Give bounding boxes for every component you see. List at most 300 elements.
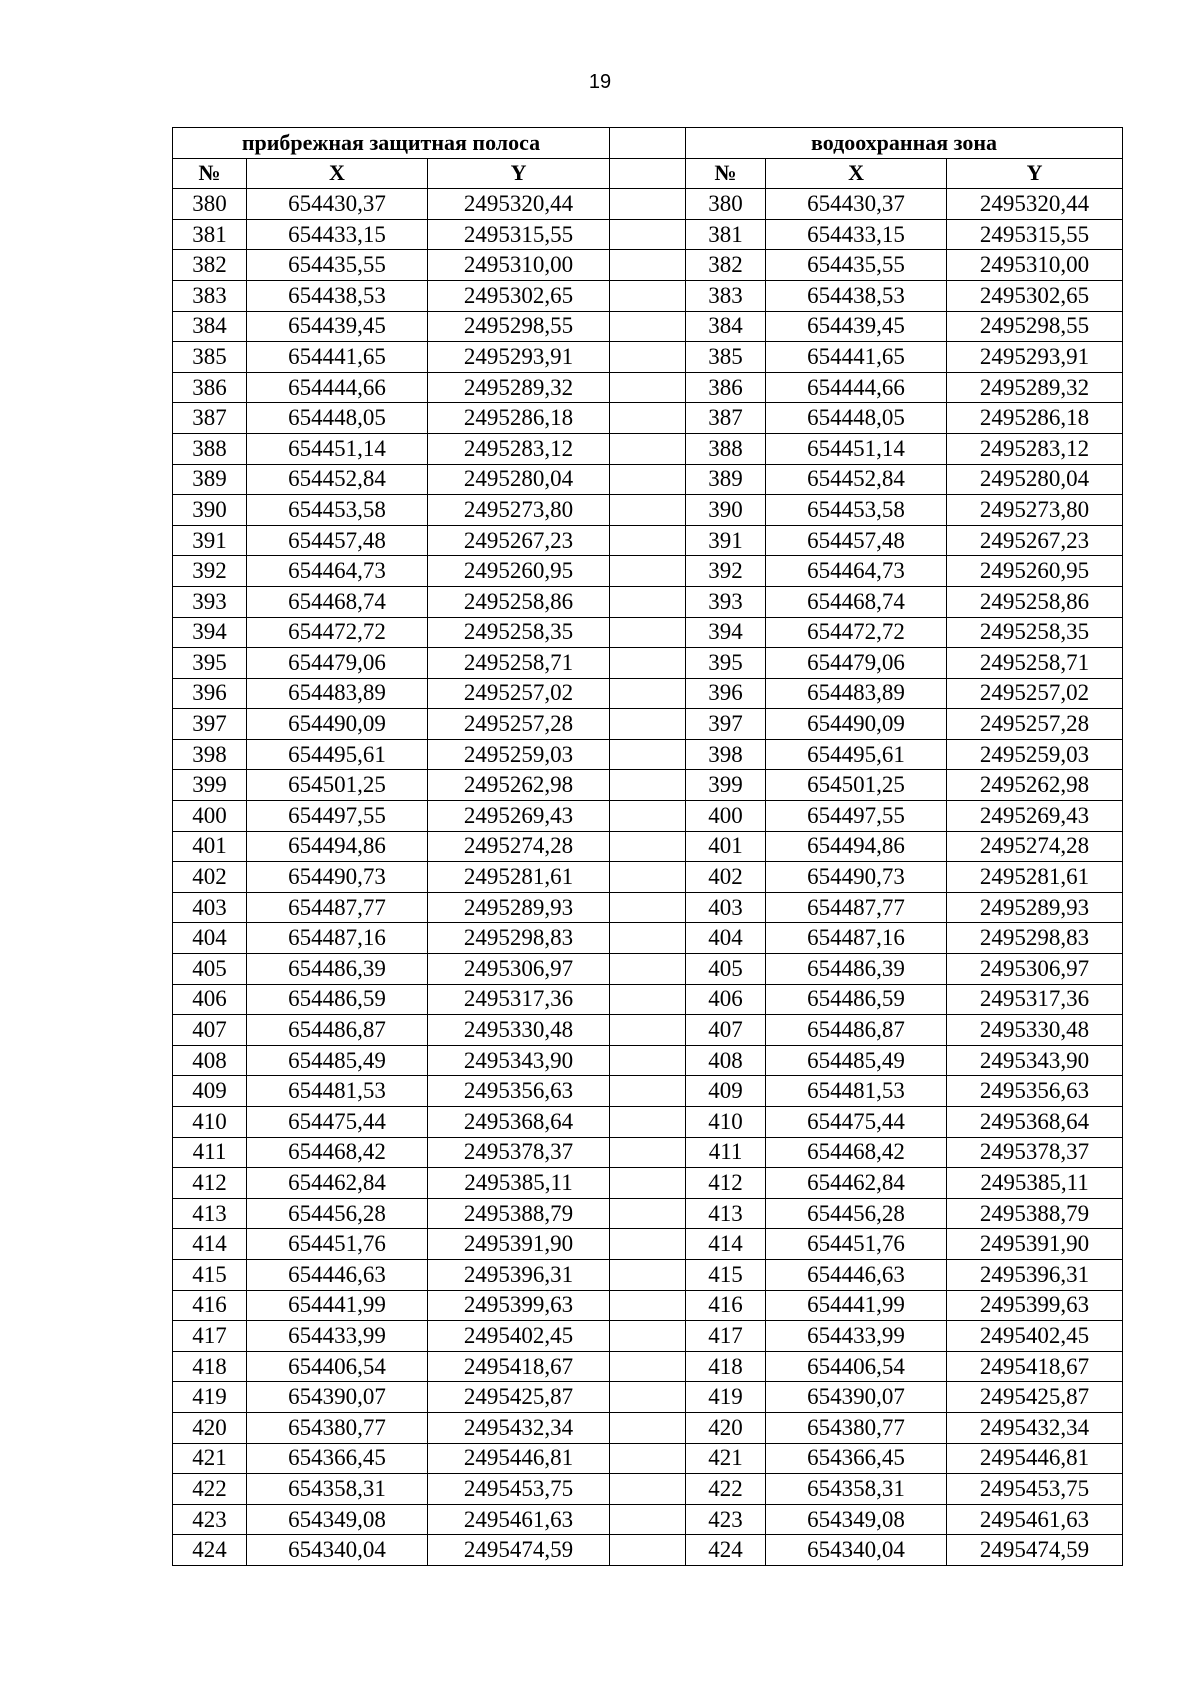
right-x-cell: 654390,07 (766, 1382, 947, 1413)
left-num-cell: 423 (173, 1504, 247, 1535)
right-num-cell: 393 (686, 586, 766, 617)
right-y-cell: 2495474,59 (947, 1535, 1123, 1566)
left-num-cell: 421 (173, 1443, 247, 1474)
right-y-cell: 2495267,23 (947, 525, 1123, 556)
table-row (173, 1474, 1123, 1505)
right-num-cell: 390 (686, 495, 766, 526)
right-x-cell: 654487,77 (766, 892, 947, 923)
right-x-cell: 654451,14 (766, 433, 947, 464)
right-x-cell: 654468,42 (766, 1137, 947, 1168)
right-num-cell: 382 (686, 250, 766, 281)
right-x-cell: 654481,53 (766, 1076, 947, 1107)
right-x-cell: 654433,15 (766, 219, 947, 250)
right-x-cell: 654433,99 (766, 1321, 947, 1352)
table-row (173, 1259, 1123, 1290)
left-num-cell: 416 (173, 1290, 247, 1321)
right-num-cell: 419 (686, 1382, 766, 1413)
right-y-cell: 2495258,86 (947, 586, 1123, 617)
left-x-cell: 654452,84 (247, 464, 428, 495)
gap-cell (610, 1382, 686, 1413)
left-num-cell: 385 (173, 342, 247, 373)
right-x-cell: 654490,09 (766, 709, 947, 740)
gap-cell (610, 801, 686, 832)
right-y-cell: 2495289,93 (947, 892, 1123, 923)
right-y-cell: 2495343,90 (947, 1045, 1123, 1076)
right-num-cell: 380 (686, 189, 766, 220)
right-x-cell: 654497,55 (766, 801, 947, 832)
table-row (173, 556, 1123, 587)
left-x-cell: 654481,53 (247, 1076, 428, 1107)
left-x-cell: 654441,99 (247, 1290, 428, 1321)
left-y-cell: 2495391,90 (428, 1229, 610, 1260)
right-x-cell: 654451,76 (766, 1229, 947, 1260)
gap-cell (610, 1076, 686, 1107)
right-y-cell: 2495310,00 (947, 250, 1123, 281)
left-y-cell: 2495330,48 (428, 1015, 610, 1046)
right-num-cell: 384 (686, 311, 766, 342)
left-num-cell: 413 (173, 1198, 247, 1229)
table-row (173, 1321, 1123, 1352)
gap-cell (610, 1198, 686, 1229)
left-num-cell: 412 (173, 1168, 247, 1199)
left-x-cell: 654433,99 (247, 1321, 428, 1352)
right-y-cell: 2495378,37 (947, 1137, 1123, 1168)
left-y-cell: 2495317,36 (428, 984, 610, 1015)
right-num-cell: 411 (686, 1137, 766, 1168)
left-num-cell: 409 (173, 1076, 247, 1107)
left-x-header: X (247, 158, 428, 189)
left-x-cell: 654485,49 (247, 1045, 428, 1076)
coordinates-table (172, 127, 1123, 1566)
gap-cell (610, 954, 686, 985)
left-x-cell: 654487,16 (247, 923, 428, 954)
left-num-cell: 406 (173, 984, 247, 1015)
left-y-cell: 2495274,28 (428, 831, 610, 862)
right-num-cell: 408 (686, 1045, 766, 1076)
right-x-cell: 654441,65 (766, 342, 947, 373)
gap-cell (610, 862, 686, 893)
right-num-cell: 422 (686, 1474, 766, 1505)
left-x-cell: 654340,04 (247, 1535, 428, 1566)
table-row (173, 1198, 1123, 1229)
left-y-cell: 2495259,03 (428, 739, 610, 770)
right-num-cell: 385 (686, 342, 766, 373)
left-num-cell: 391 (173, 525, 247, 556)
left-x-cell: 654441,65 (247, 342, 428, 373)
right-y-cell: 2495399,63 (947, 1290, 1123, 1321)
table-row (173, 1535, 1123, 1566)
right-x-cell: 654366,45 (766, 1443, 947, 1474)
right-num-cell: 397 (686, 709, 766, 740)
left-y-cell: 2495310,00 (428, 250, 610, 281)
table-row (173, 1351, 1123, 1382)
right-x-cell: 654441,99 (766, 1290, 947, 1321)
right-y-cell: 2495330,48 (947, 1015, 1123, 1046)
left-y-cell: 2495378,37 (428, 1137, 610, 1168)
table-body (173, 189, 1123, 1566)
right-num-cell: 398 (686, 739, 766, 770)
gap-cell (610, 372, 686, 403)
right-x-cell: 654439,45 (766, 311, 947, 342)
gap-cell (610, 923, 686, 954)
gap-cell (610, 1259, 686, 1290)
right-x-cell: 654486,59 (766, 984, 947, 1015)
right-num-cell: 415 (686, 1259, 766, 1290)
left-num-cell: 393 (173, 586, 247, 617)
right-x-cell: 654472,72 (766, 617, 947, 648)
gap-cell (610, 1290, 686, 1321)
right-num-cell: 395 (686, 648, 766, 679)
left-num-cell: 402 (173, 862, 247, 893)
right-num-cell: 418 (686, 1351, 766, 1382)
right-y-cell: 2495258,71 (947, 648, 1123, 679)
right-num-header: № (686, 158, 766, 189)
left-x-cell: 654487,77 (247, 892, 428, 923)
table-row (173, 709, 1123, 740)
table-row (173, 1076, 1123, 1107)
left-num-header: № (173, 158, 247, 189)
right-y-cell: 2495274,28 (947, 831, 1123, 862)
right-num-cell: 400 (686, 801, 766, 832)
right-x-cell: 654468,74 (766, 586, 947, 617)
left-y-cell: 2495343,90 (428, 1045, 610, 1076)
table-row (173, 862, 1123, 893)
left-x-cell: 654490,73 (247, 862, 428, 893)
right-y-cell: 2495396,31 (947, 1259, 1123, 1290)
right-x-cell: 654446,63 (766, 1259, 947, 1290)
gap-cell (610, 678, 686, 709)
gap-cell (610, 1474, 686, 1505)
gap-cell (610, 1137, 686, 1168)
right-num-cell: 391 (686, 525, 766, 556)
table-row (173, 1137, 1123, 1168)
table-row (173, 1107, 1123, 1138)
right-x-cell: 654340,04 (766, 1535, 947, 1566)
right-y-cell: 2495281,61 (947, 862, 1123, 893)
table-row (173, 1168, 1123, 1199)
left-x-cell: 654479,06 (247, 648, 428, 679)
table-row (173, 1015, 1123, 1046)
table-row (173, 1045, 1123, 1076)
right-x-cell: 654349,08 (766, 1504, 947, 1535)
left-y-cell: 2495302,65 (428, 280, 610, 311)
left-num-cell: 382 (173, 250, 247, 281)
right-y-cell: 2495385,11 (947, 1168, 1123, 1199)
gap-cell (610, 189, 686, 220)
gap-cell (610, 1412, 686, 1443)
table-row (173, 1382, 1123, 1413)
table-row (173, 739, 1123, 770)
left-x-cell: 654501,25 (247, 770, 428, 801)
right-y-cell: 2495289,32 (947, 372, 1123, 403)
table-row (173, 617, 1123, 648)
left-num-cell: 384 (173, 311, 247, 342)
right-y-cell: 2495258,35 (947, 617, 1123, 648)
left-y-cell: 2495385,11 (428, 1168, 610, 1199)
left-num-cell: 387 (173, 403, 247, 434)
left-num-cell: 389 (173, 464, 247, 495)
right-x-cell: 654435,55 (766, 250, 947, 281)
table-row (173, 189, 1123, 220)
right-num-cell: 410 (686, 1107, 766, 1138)
right-num-cell: 413 (686, 1198, 766, 1229)
table-row (173, 525, 1123, 556)
right-y-cell: 2495262,98 (947, 770, 1123, 801)
left-num-cell: 388 (173, 433, 247, 464)
left-y-cell: 2495286,18 (428, 403, 610, 434)
page-number: 19 (588, 71, 612, 93)
left-num-cell: 386 (173, 372, 247, 403)
table-row (173, 372, 1123, 403)
right-num-cell: 403 (686, 892, 766, 923)
right-x-cell: 654501,25 (766, 770, 947, 801)
left-x-cell: 654435,55 (247, 250, 428, 281)
left-num-cell: 411 (173, 1137, 247, 1168)
gap-cell (610, 556, 686, 587)
right-y-cell: 2495298,83 (947, 923, 1123, 954)
table-header (173, 128, 1123, 189)
left-y-cell: 2495273,80 (428, 495, 610, 526)
right-y-cell: 2495315,55 (947, 219, 1123, 250)
right-y-cell: 2495260,95 (947, 556, 1123, 587)
left-x-cell: 654497,55 (247, 801, 428, 832)
right-num-cell: 388 (686, 433, 766, 464)
right-y-cell: 2495317,36 (947, 984, 1123, 1015)
left-x-cell: 654451,14 (247, 433, 428, 464)
right-x-cell: 654438,53 (766, 280, 947, 311)
gap-cell (610, 709, 686, 740)
left-x-cell: 654438,53 (247, 280, 428, 311)
table-row (173, 678, 1123, 709)
table-row (173, 586, 1123, 617)
left-x-cell: 654490,09 (247, 709, 428, 740)
left-num-cell: 403 (173, 892, 247, 923)
gap-cell (610, 433, 686, 464)
left-y-cell: 2495453,75 (428, 1474, 610, 1505)
left-num-cell: 419 (173, 1382, 247, 1413)
gap-cell (610, 250, 686, 281)
right-x-cell: 654406,54 (766, 1351, 947, 1382)
right-y-cell: 2495280,04 (947, 464, 1123, 495)
left-x-cell: 654406,54 (247, 1351, 428, 1382)
gap-cell (610, 1504, 686, 1535)
right-num-cell: 412 (686, 1168, 766, 1199)
left-num-cell: 404 (173, 923, 247, 954)
right-y-cell: 2495302,65 (947, 280, 1123, 311)
right-x-cell: 654452,84 (766, 464, 947, 495)
left-num-cell: 395 (173, 648, 247, 679)
left-x-cell: 654468,42 (247, 1137, 428, 1168)
right-y-cell: 2495418,67 (947, 1351, 1123, 1382)
gap-cell (610, 1168, 686, 1199)
right-y-cell: 2495461,63 (947, 1504, 1123, 1535)
table-row (173, 1504, 1123, 1535)
right-num-cell: 389 (686, 464, 766, 495)
table-row (173, 342, 1123, 373)
right-num-cell: 386 (686, 372, 766, 403)
left-num-cell: 381 (173, 219, 247, 250)
right-x-cell: 654494,86 (766, 831, 947, 862)
left-num-cell: 399 (173, 770, 247, 801)
left-num-cell: 420 (173, 1412, 247, 1443)
right-y-cell: 2495446,81 (947, 1443, 1123, 1474)
gap-cell (610, 311, 686, 342)
table-row (173, 770, 1123, 801)
left-x-cell: 654451,76 (247, 1229, 428, 1260)
gap-cell (610, 648, 686, 679)
left-y-cell: 2495298,55 (428, 311, 610, 342)
right-num-cell: 417 (686, 1321, 766, 1352)
left-num-cell: 407 (173, 1015, 247, 1046)
right-num-cell: 409 (686, 1076, 766, 1107)
right-y-cell: 2495257,02 (947, 678, 1123, 709)
table-row (173, 433, 1123, 464)
left-y-cell: 2495356,63 (428, 1076, 610, 1107)
left-x-cell: 654486,39 (247, 954, 428, 985)
right-y-cell: 2495320,44 (947, 189, 1123, 220)
table-row (173, 1443, 1123, 1474)
gap-cell (610, 525, 686, 556)
table-row (173, 1290, 1123, 1321)
left-num-cell: 417 (173, 1321, 247, 1352)
gap-cell (610, 495, 686, 526)
left-y-cell: 2495320,44 (428, 189, 610, 220)
right-num-cell: 420 (686, 1412, 766, 1443)
table-row (173, 892, 1123, 923)
left-y-cell: 2495396,31 (428, 1259, 610, 1290)
left-y-cell: 2495402,45 (428, 1321, 610, 1352)
left-x-cell: 654349,08 (247, 1504, 428, 1535)
left-y-header: Y (428, 158, 610, 189)
right-x-cell: 654483,89 (766, 678, 947, 709)
left-y-cell: 2495281,61 (428, 862, 610, 893)
left-x-cell: 654448,05 (247, 403, 428, 434)
left-num-cell: 397 (173, 709, 247, 740)
left-y-cell: 2495418,67 (428, 1351, 610, 1382)
left-x-cell: 654483,89 (247, 678, 428, 709)
left-x-cell: 654468,74 (247, 586, 428, 617)
left-x-cell: 654439,45 (247, 311, 428, 342)
left-num-cell: 408 (173, 1045, 247, 1076)
left-x-cell: 654457,48 (247, 525, 428, 556)
gap-cell (610, 1535, 686, 1566)
right-y-header: Y (947, 158, 1123, 189)
left-x-cell: 654472,72 (247, 617, 428, 648)
gap-cell (610, 464, 686, 495)
column-header-row (173, 158, 1123, 189)
left-num-cell: 392 (173, 556, 247, 587)
left-y-cell: 2495306,97 (428, 954, 610, 985)
gap-cell (610, 831, 686, 862)
gap-cell (610, 617, 686, 648)
right-x-cell: 654457,48 (766, 525, 947, 556)
right-num-cell: 414 (686, 1229, 766, 1260)
right-y-cell: 2495402,45 (947, 1321, 1123, 1352)
right-x-cell: 654486,87 (766, 1015, 947, 1046)
right-num-cell: 404 (686, 923, 766, 954)
left-x-cell: 654430,37 (247, 189, 428, 220)
right-x-cell: 654456,28 (766, 1198, 947, 1229)
left-num-cell: 422 (173, 1474, 247, 1505)
left-y-cell: 2495425,87 (428, 1382, 610, 1413)
right-x-cell: 654487,16 (766, 923, 947, 954)
left-y-cell: 2495289,93 (428, 892, 610, 923)
right-x-cell: 654448,05 (766, 403, 947, 434)
right-y-cell: 2495388,79 (947, 1198, 1123, 1229)
table-row (173, 250, 1123, 281)
left-x-cell: 654433,15 (247, 219, 428, 250)
gap-cell (610, 342, 686, 373)
gap-cell (610, 280, 686, 311)
right-x-cell: 654490,73 (766, 862, 947, 893)
left-y-cell: 2495269,43 (428, 801, 610, 832)
left-num-cell: 418 (173, 1351, 247, 1382)
table-row (173, 495, 1123, 526)
right-x-cell: 654464,73 (766, 556, 947, 587)
gap-cell (610, 1351, 686, 1382)
left-y-cell: 2495258,35 (428, 617, 610, 648)
table-row (173, 831, 1123, 862)
gap-cell (610, 158, 686, 189)
left-num-cell: 394 (173, 617, 247, 648)
right-num-cell: 402 (686, 862, 766, 893)
right-y-cell: 2495286,18 (947, 403, 1123, 434)
left-y-cell: 2495260,95 (428, 556, 610, 587)
gap-cell (610, 892, 686, 923)
left-num-cell: 415 (173, 1259, 247, 1290)
left-x-cell: 654444,66 (247, 372, 428, 403)
left-num-cell: 424 (173, 1535, 247, 1566)
left-y-cell: 2495257,28 (428, 709, 610, 740)
left-num-cell: 400 (173, 801, 247, 832)
left-y-cell: 2495267,23 (428, 525, 610, 556)
table-row (173, 801, 1123, 832)
right-y-cell: 2495293,91 (947, 342, 1123, 373)
right-y-cell: 2495259,03 (947, 739, 1123, 770)
left-y-cell: 2495368,64 (428, 1107, 610, 1138)
left-x-cell: 654446,63 (247, 1259, 428, 1290)
right-x-cell: 654479,06 (766, 648, 947, 679)
right-x-cell: 654430,37 (766, 189, 947, 220)
left-x-cell: 654462,84 (247, 1168, 428, 1199)
left-y-cell: 2495280,04 (428, 464, 610, 495)
left-y-cell: 2495293,91 (428, 342, 610, 373)
right-num-cell: 399 (686, 770, 766, 801)
left-num-cell: 410 (173, 1107, 247, 1138)
left-x-cell: 654495,61 (247, 739, 428, 770)
right-num-cell: 406 (686, 984, 766, 1015)
right-y-cell: 2495257,28 (947, 709, 1123, 740)
left-num-cell: 414 (173, 1229, 247, 1260)
right-num-cell: 405 (686, 954, 766, 985)
right-num-cell: 381 (686, 219, 766, 250)
right-y-cell: 2495432,34 (947, 1412, 1123, 1443)
table-row (173, 1412, 1123, 1443)
right-num-cell: 394 (686, 617, 766, 648)
left-num-cell: 405 (173, 954, 247, 985)
right-num-cell: 423 (686, 1504, 766, 1535)
gap-cell (610, 403, 686, 434)
left-x-cell: 654380,77 (247, 1412, 428, 1443)
right-num-cell: 416 (686, 1290, 766, 1321)
right-x-header: X (766, 158, 947, 189)
table-row (173, 464, 1123, 495)
table-row (173, 954, 1123, 985)
right-x-cell: 654475,44 (766, 1107, 947, 1138)
right-y-cell: 2495391,90 (947, 1229, 1123, 1260)
left-y-cell: 2495474,59 (428, 1535, 610, 1566)
gap-cell (610, 1045, 686, 1076)
